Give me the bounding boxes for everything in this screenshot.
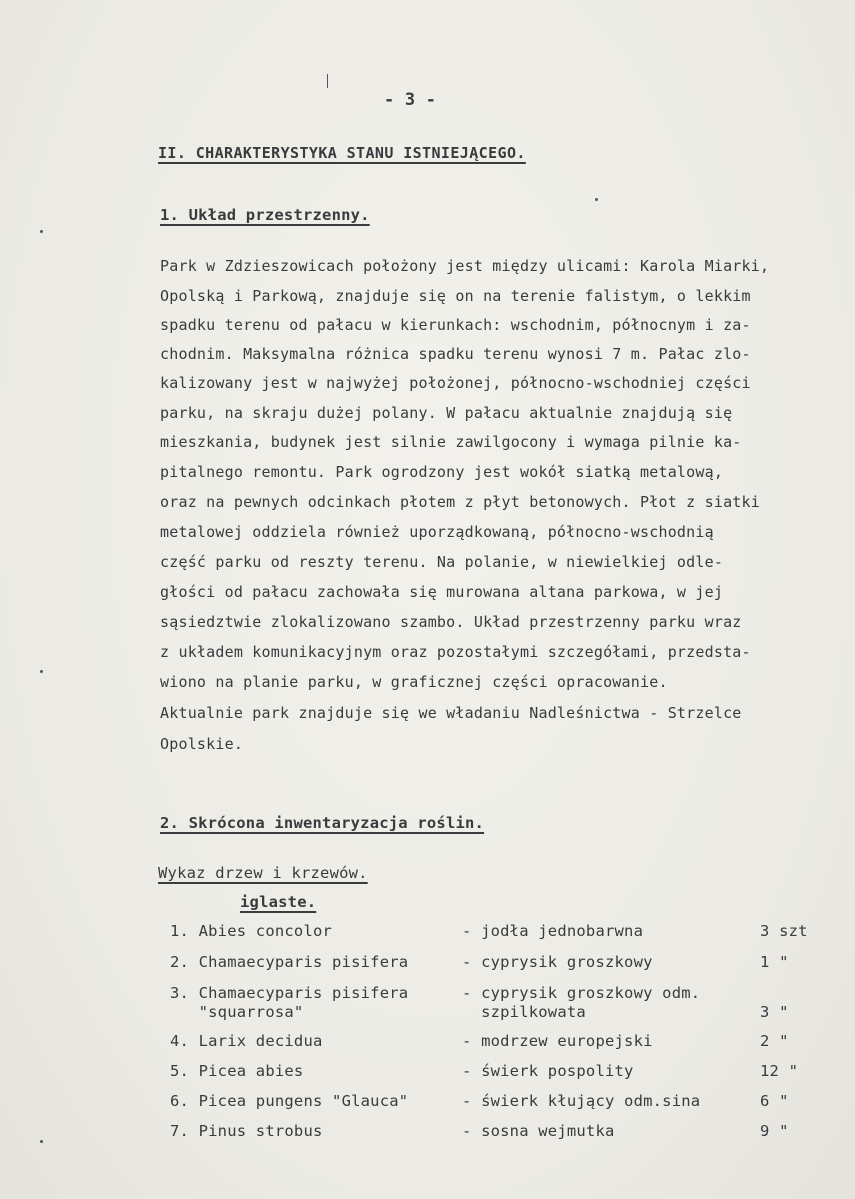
paper-speck [40,670,43,673]
paragraph-line: spadku terenu od pałacu w kierunkach: wschodnim, północnym i za- [160,316,751,334]
species-polish-name: - cyprysik groszkowy [462,953,653,971]
species-quantity: 9 " [760,1122,789,1140]
paper-mark [327,74,328,88]
species-latin-name: 3. Chamaecyparis pisifera [170,984,409,1002]
species-latin-name: 5. Picea abies [170,1062,304,1080]
paragraph-line: metalowej oddziela również uporządkowaną, północno-wschodnią [160,523,714,541]
list-heading: Wykaz drzew i krzewów. [158,864,368,882]
species-latin-name: 4. Larix decidua [170,1032,323,1050]
page-number: - 3 - [384,90,437,110]
paragraph-line: Aktualnie park znajduje się we władaniu Nadleśnictwa - Strzelce [160,704,742,722]
species-cultivar: "squarrosa" [170,1003,304,1021]
section-title: II. CHARAKTERYSTYKA STANU ISTNIEJĄCEGO. [158,144,526,162]
species-quantity: 6 " [760,1092,789,1110]
species-quantity: 3 " [760,1003,789,1021]
species-latin-name: 2. Chamaecyparis pisifera [170,953,409,971]
subsection-heading-spatial-layout: 1. Układ przestrzenny. [160,206,370,224]
paragraph-line: Opolskie. [160,735,244,753]
species-quantity: 3 szt [760,922,808,940]
paragraph-line: mieszkania, budynek jest silnie zawilgocony i wymaga pilnie ka- [160,433,742,451]
paragraph-line: chodnim. Maksymalna różnica spadku terenu wynosi 7 m. Pałac zlo- [160,345,751,363]
subsection-heading-plant-inventory: 2. Skrócona inwentaryzacja roślin. [160,814,485,832]
paragraph-line: głości od pałacu zachowała się murowana altana parkowa, w jej [160,583,724,601]
species-latin-name: 7. Pinus strobus [170,1122,323,1140]
species-polish-cultivar: szpilkowata [462,1003,586,1021]
paper-speck [40,1140,43,1143]
paragraph-line: pitalnego remontu. Park ogrodzony jest wokół siatką metalową, [160,463,724,481]
paragraph-line: Opolską i Parkową, znajduje się on na terenie falistym, o lekkim [160,287,751,305]
paragraph-line: parku, na skraju dużej polany. W pałacu aktualnie znajdują się [160,404,733,422]
paragraph-line: oraz na pewnych odcinkach płotem z płyt betonowych. Płot z siatki [160,493,760,511]
paper-speck [595,198,598,201]
paragraph-line: Park w Zdzieszowicach położony jest między ulicami: Karola Miarki, [160,257,770,275]
species-polish-name: - cyprysik groszkowy odm. [462,984,701,1002]
species-latin-name: 1. Abies concolor [170,922,333,940]
paragraph-line: z układem komunikacyjnym oraz pozostałymi szczegółami, przedsta- [160,643,751,661]
paragraph-line: sąsiedztwie zlokalizowano szambo. Układ przestrzenny parku wraz [160,613,742,631]
paragraph-line: wiono na planie parku, w graficznej części opracowanie. [160,673,668,691]
paper-speck [40,230,43,233]
species-polish-name: - jodła jednobarwna [462,922,644,940]
species-quantity: 12 " [760,1062,799,1080]
species-polish-name: - świerk kłujący odm.sina [462,1092,701,1110]
species-quantity: 2 " [760,1032,789,1050]
species-polish-name: - modrzew europejski [462,1032,653,1050]
species-polish-name: - sosna wejmutka [462,1122,615,1140]
species-latin-name: 6. Picea pungens "Glauca" [170,1092,409,1110]
paragraph-line: kalizowany jest w najwyżej położonej, północno-wschodniej części [160,374,751,392]
group-heading-conifers: iglaste. [240,893,317,911]
species-quantity: 1 " [760,953,789,971]
species-polish-name: - świerk pospolity [462,1062,634,1080]
paragraph-line: część parku od reszty terenu. Na polanie, w niewielkiej odle- [160,553,724,571]
